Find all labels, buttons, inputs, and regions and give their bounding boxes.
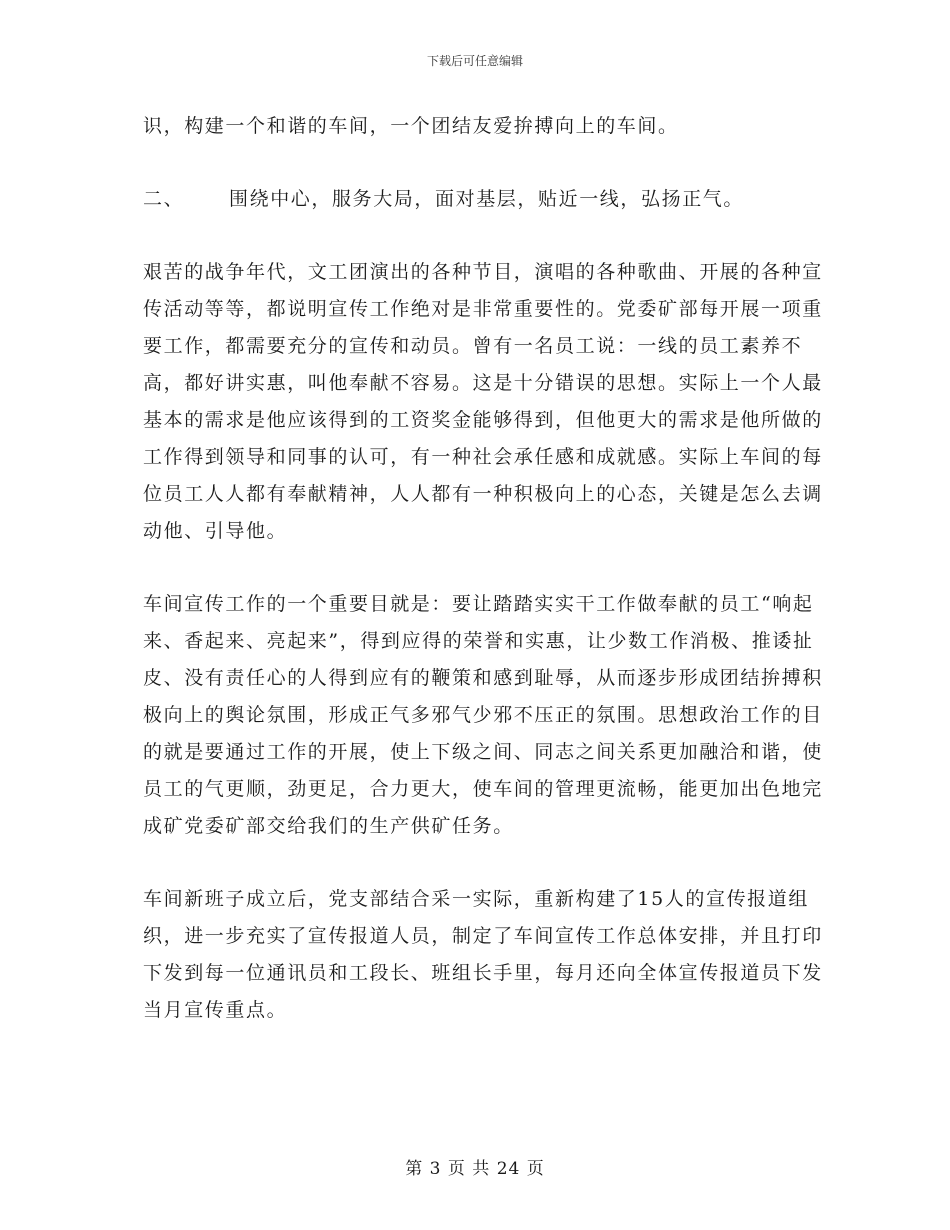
section-heading	[143, 181, 823, 218]
document-body	[143, 108, 823, 1065]
paragraph-continuation: 识，构建一个和谐的车间，一个团结友爱拚搏向上的车间。	[143, 115, 679, 137]
page-header-note: 下载后可任意编辑	[426, 54, 523, 68]
paragraph-2: 车间宣传工作的一个重要目就是：要让踏踏实实干工作做奉献的员工“响起来、香起来、亮起来”，得到应得的荣誉和实惠，让少数工作消极、推诿扯皮、没有责任心的人得到应有的鞭策和感到耻辱，从而逐步形成团结拚搏积极向上的舆论氛围，形成正气多邪气少邪不压正的氛围。思想政治工作的目的就是要通过工作的开展，使上下级之间、同志之间关系更加融洽和谐，使员工的气更顺，劲更足，合力更大，使车间的管理更流畅，能更加出色地完成矿党委矿部交给我们的生产供矿任务。	[143, 593, 823, 837]
paragraph-3: 车间新班子成立后，党支部结合采一实际，重新构建了15人的宣传报道组织，进一步充实了宣传报道人员，制定了车间宣传工作总体安排，并且打印下发到每一位通讯员和工段长、班组长手里，每月还向全体宣传报道员下发当月宣传重点。	[143, 888, 823, 1021]
section-number: 二、	[143, 188, 185, 210]
paragraph-1: 艰苦的战争年代，文工团演出的各种节目，演唱的各种歌曲、开展的各种宣传活动等等，都说明宣传工作绝对是非常重要性的。党委矿部每开展一项重要工作，都需要充分的宣传和动员。曾有一名员工说：一线的员工素养不高，都好讲实惠，叫他奉献不容易。这是十分错误的思想。实际上一个人最基本的需求是他应该得到的工资奖金能够得到，但他更大的需求是他所做的工作得到领导和同事的认可，有一种社会承任感和成就感。实际上车间的每位员工人人都有奉献精神，人人都有一种积极向上的心态，关键是怎么去调动他、引导他。	[143, 261, 823, 542]
section-heading-text: 围绕中心，服务大局，面对基层，贴近一线，弘扬正气。	[229, 188, 745, 210]
page-number: 第 3 页 共 24 页	[405, 1159, 545, 1179]
